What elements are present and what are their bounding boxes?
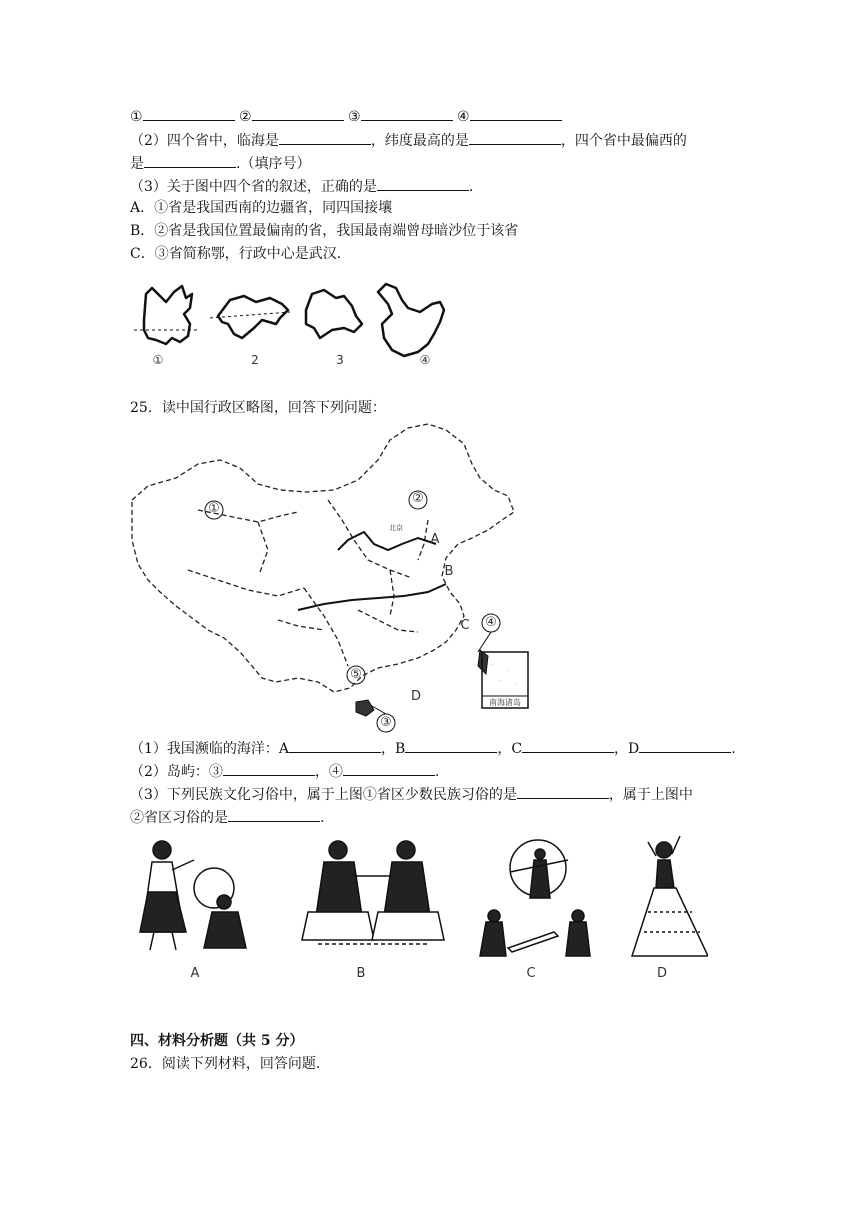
text: ②省区习俗的是 <box>130 810 228 826</box>
taiwan-island <box>478 650 488 674</box>
answer-blank[interactable] <box>223 759 315 776</box>
custom-picture-a <box>140 841 246 950</box>
label-4: ④ <box>457 109 470 125</box>
map-label-capital: 北京 <box>389 524 403 532</box>
text: ，D <box>614 741 640 757</box>
answer-blank[interactable] <box>377 174 469 191</box>
custom-picture-b <box>302 841 444 944</box>
yellow-river <box>338 532 436 550</box>
text: （2）岛屿：③ <box>130 764 223 780</box>
text: . <box>434 764 440 780</box>
answer-blank[interactable] <box>517 782 609 799</box>
province-shape-3 <box>306 290 362 338</box>
text: . <box>731 741 736 757</box>
custom-pictures <box>128 832 708 972</box>
q24-sub3 <box>130 174 473 198</box>
inset-label: 南海诸岛 <box>489 698 521 707</box>
answer-blank[interactable] <box>289 736 381 753</box>
shape-label-2: 2 <box>251 353 259 367</box>
map-label-sea-c: C <box>460 618 470 633</box>
picture-label-a: A <box>190 966 200 981</box>
svg-text:·: · <box>500 678 502 684</box>
text: ，四个省中最偏西的 <box>560 133 687 149</box>
q25-sub1 <box>130 736 736 760</box>
q24-sub2-cont <box>130 151 310 175</box>
q25-sub3 <box>130 782 693 806</box>
picture-label-d: D <box>656 966 667 981</box>
text: ，纬度最高的是 <box>370 133 469 149</box>
answer-blank[interactable] <box>143 104 235 121</box>
section-heading: 四、材料分析题（共 5 分） <box>130 1033 304 1049</box>
answer-blank[interactable] <box>405 736 497 753</box>
q24-sub2 <box>130 128 687 152</box>
text: （3）关于图中四个省的叙述，正确的是 <box>130 179 377 195</box>
map-label-4: ④ <box>485 615 497 630</box>
province-shape-4 <box>378 284 444 356</box>
text: ，属于上图中 <box>608 787 693 803</box>
option-b: B．②省是我国位置最偏南的省，我国最南端曾母暗沙位于该省 <box>130 223 519 239</box>
svg-text:·: · <box>516 682 518 688</box>
answer-blank[interactable] <box>469 128 561 145</box>
map-label-5: ⑤ <box>350 667 362 682</box>
custom-picture-d <box>632 836 708 956</box>
text: . <box>320 810 325 826</box>
province-shapes-figure <box>130 280 460 370</box>
shape-label-4: ④ <box>419 353 431 367</box>
q25-title: 25．读中国行政区略图，回答下列问题： <box>130 400 386 416</box>
picture-label-c: C <box>526 966 536 981</box>
shape-label-3: 3 <box>336 353 344 367</box>
china-admin-map <box>128 420 538 740</box>
text: ，B <box>381 741 406 757</box>
custom-picture-c <box>480 840 590 956</box>
q25-sub3-cont <box>130 805 324 829</box>
answer-blank[interactable] <box>522 736 614 753</box>
option-a: A．①省是我国西南的边疆省，同四国接壤 <box>130 200 393 216</box>
picture-label-b: B <box>356 966 366 981</box>
answer-blank[interactable] <box>252 104 344 121</box>
label-2: ② <box>239 109 252 125</box>
text: （3）下列民族文化习俗中，属于上图①省区少数民族习俗的是 <box>130 787 517 803</box>
answer-blank[interactable] <box>470 104 562 121</box>
text: ，④ <box>314 764 343 780</box>
text: （1）我国濒临的海洋：A <box>130 741 290 757</box>
option-c: C．③省简称鄂，行政中心是武汉． <box>130 246 351 262</box>
map-label-1: ① <box>208 501 220 516</box>
answer-blank[interactable] <box>228 805 320 822</box>
china-outline <box>132 424 514 692</box>
map-label-3: ③ <box>380 715 392 730</box>
yangtze-river <box>298 584 446 610</box>
map-label-sea-d: D <box>410 689 421 704</box>
text: .（填序号） <box>236 156 311 172</box>
text: （2）四个省中，临海是 <box>130 133 279 149</box>
map-label-2: ② <box>412 491 424 506</box>
map-label-sea-b: B <box>444 564 454 579</box>
hainan-island <box>356 700 374 716</box>
province-shape-1 <box>144 286 192 344</box>
q24-blank-row <box>130 104 562 128</box>
answer-blank[interactable] <box>343 759 435 776</box>
text: . <box>468 179 474 195</box>
map-label-sea-a: A <box>430 532 440 547</box>
svg-text:·: · <box>492 662 494 668</box>
q25-sub2 <box>130 759 439 783</box>
text: 是 <box>130 156 144 172</box>
answer-blank[interactable] <box>639 736 731 753</box>
text: ，C <box>497 741 523 757</box>
svg-text:·: · <box>508 668 510 674</box>
label-3: ③ <box>348 109 361 125</box>
q26-prompt: 26．阅读下列材料，回答问题. <box>130 1056 321 1072</box>
label-1: ① <box>130 109 143 125</box>
answer-blank[interactable] <box>144 151 236 168</box>
answer-blank[interactable] <box>361 104 453 121</box>
shape-label-1: ① <box>152 353 164 367</box>
answer-blank[interactable] <box>279 128 371 145</box>
